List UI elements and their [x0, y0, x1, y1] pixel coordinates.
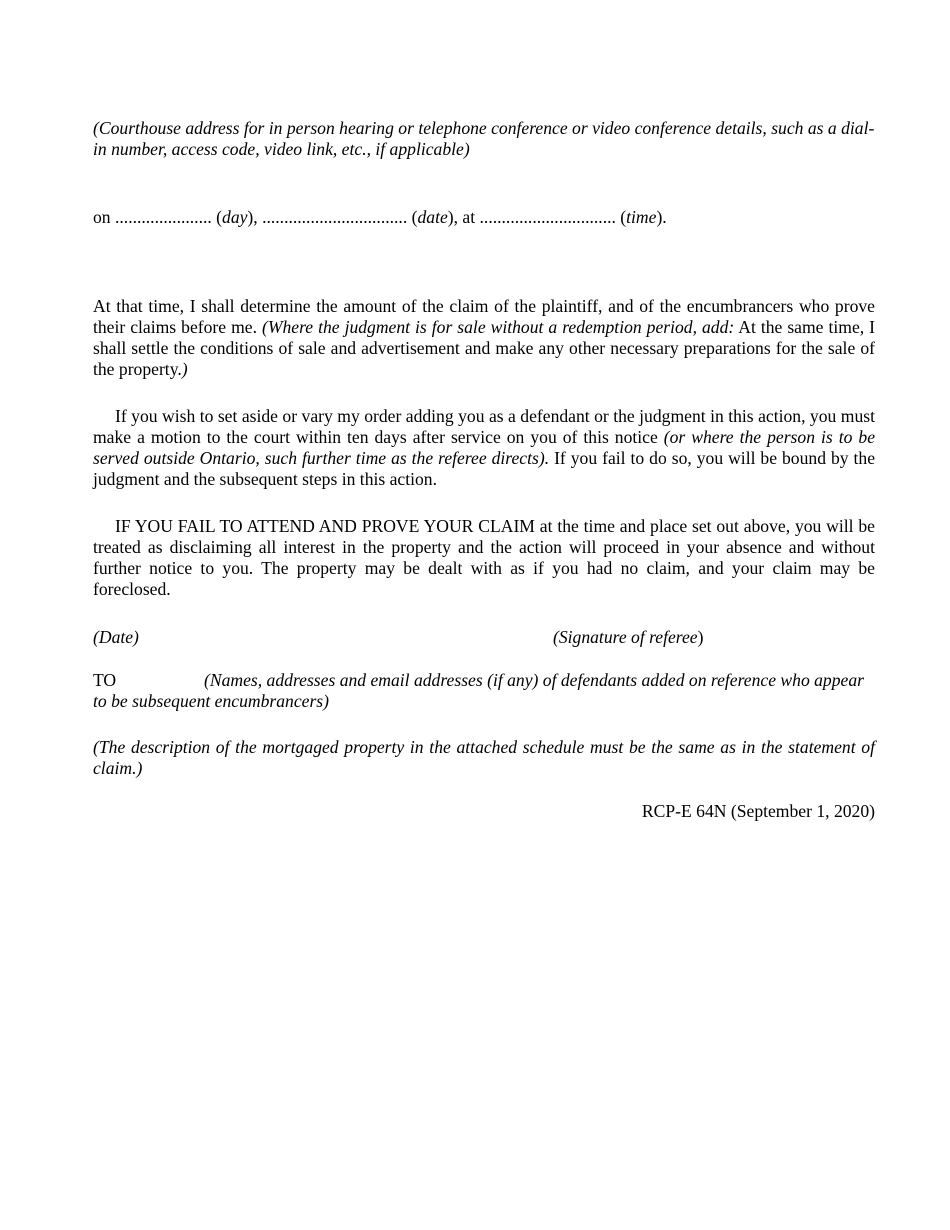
- hearing-after-day: ), ................................. (: [247, 207, 418, 227]
- to-recipients-note: (Names, addresses and email addresses (if any) of defendants added on reference who appear to be subsequent encumbrancers): [93, 670, 864, 711]
- claims-text-1: At that time, I shall determine the amount of the claim of the plaintiff, and of the encumbrancers who prove their claims before me.: [93, 296, 875, 337]
- claims-text-2: At the same time, I shall settle the conditions of sale and advertisement and make any other necessary preparations for the sale of the property.: [93, 317, 876, 379]
- form-code-text: RCP-E 64N (September 1, 2020): [641, 801, 875, 821]
- courthouse-note-text: (Courthouse address for in person hearing or telephone conference or video conference details, such as a dial-in number, access code, video link, etc., if applicable): [93, 118, 875, 159]
- claims-italic-1: (Where the judgment is for sale without a redemption period, add:: [261, 317, 735, 337]
- set-aside-italic: (or where the person is to be served outside Ontario, such further time as the referee directs).: [93, 427, 875, 468]
- hearing-date-label: date: [417, 207, 448, 227]
- hearing-closing: ).: [656, 207, 667, 227]
- signature-label-text: (Signature of referee: [553, 627, 698, 647]
- date-label-text: (Date): [93, 627, 139, 647]
- hearing-date-line: [93, 207, 875, 228]
- signature-label: [553, 627, 703, 648]
- to-recipients: [93, 670, 875, 712]
- set-aside-text-1: If you wish to set aside or vary my order adding you as a defendant or the judgment in this action, you must make a motion to the court within ten days after service on you of this notice: [93, 406, 875, 447]
- hearing-on-prefix: on ...................... (: [93, 207, 223, 227]
- set-aside-paragraph: [93, 406, 875, 490]
- hearing-day-label: day: [222, 207, 248, 227]
- claims-paragraph: [93, 296, 875, 380]
- property-description-note: [93, 737, 875, 779]
- set-aside-text-2: If you fail to do so, you will be bound by the judgment and the subsequent steps in this action.: [93, 448, 876, 489]
- signature-label-closing: ): [697, 627, 704, 647]
- to-word: TO: [93, 670, 117, 690]
- fail-to-attend-paragraph: [93, 516, 875, 600]
- hearing-after-date: ), at ............................... (: [447, 207, 627, 227]
- property-description-text: (The description of the mortgaged property in the attached schedule must be the same as in the statement of claim.): [93, 737, 875, 778]
- hearing-time-label: time: [626, 207, 657, 227]
- form-code: [93, 801, 875, 822]
- date-label: [93, 627, 139, 648]
- fail-to-attend-text: IF YOU FAIL TO ATTEND AND PROVE YOUR CLAIM at the time and place set out above, you will be treated as disclaiming all interest in the property and the action will proceed in your absence and without further notice to you. The property may be dealt with as if you had no claim, and your claim may be foreclosed.: [93, 516, 875, 599]
- claims-italic-2: ): [181, 359, 188, 379]
- courthouse-note: [93, 118, 875, 160]
